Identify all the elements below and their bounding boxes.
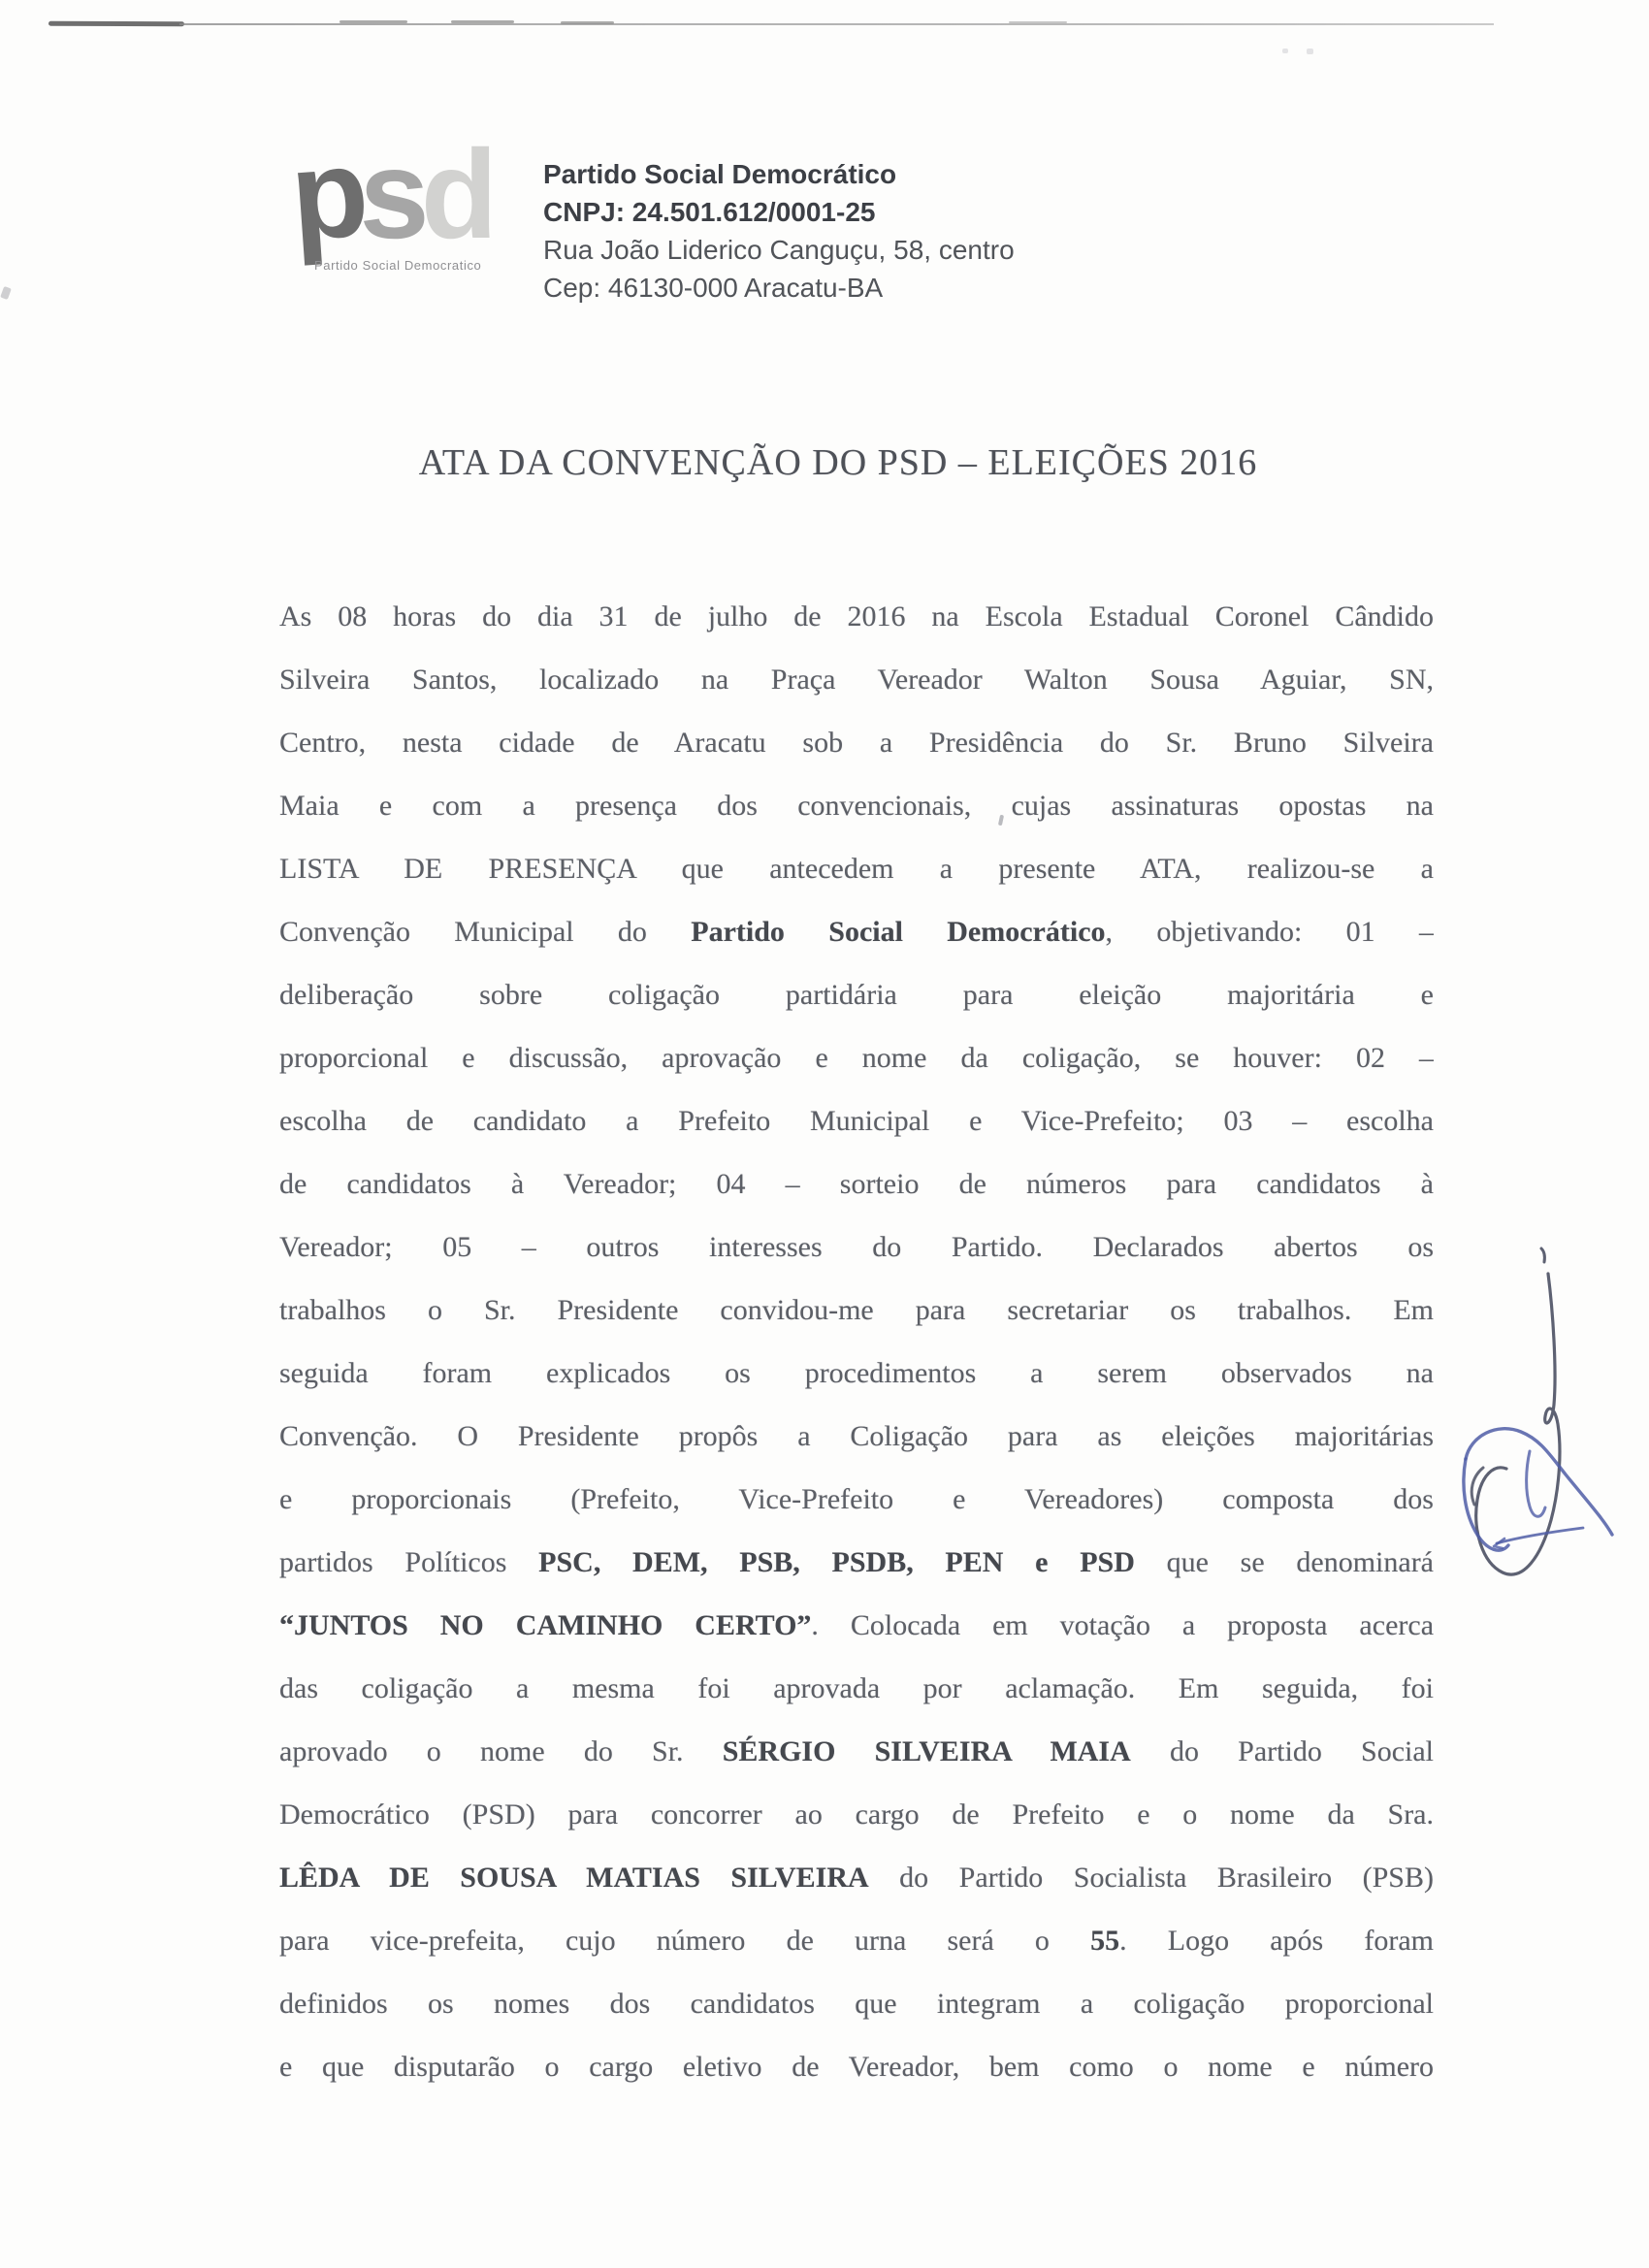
psd-logo [285,120,514,281]
body-text-bold: 55 [1090,1925,1120,1957]
body-line [279,837,1434,900]
psd-logo-letter: d [420,123,490,265]
psd-logo-letter: s [359,123,421,265]
ink-speck [1282,49,1288,53]
body-text: Maia e com a presença dos convencionais, cujas assinaturas opostas na [279,790,1434,822]
ink-speck [0,286,12,300]
scan-edge-artifact [561,21,614,24]
body-line [279,1720,1434,1783]
body-line [279,1026,1434,1089]
body-text: deliberação sobre coligação partidária para eleição majoritária e [279,979,1434,1011]
body-text: As 08 horas do dia 31 de julho de 2016 na Escola Estadual Coronel Cândido [279,600,1434,632]
ink-speck [1307,49,1313,54]
body-text: . Colocada em votação a proposta acerca [811,1609,1434,1641]
body-text: aprovado o nome do Sr. [279,1735,723,1767]
body-line [279,1846,1434,1909]
body-text: Vereador; 05 – outros interesses do Partido. Declarados abertos os [279,1231,1434,1263]
body-text: LISTA DE PRESENÇA que antecedem a presente ATA, realizou-se a [279,853,1434,885]
body-line [279,1972,1434,2035]
body-line [279,1909,1434,1972]
body-text: do Partido Social [1130,1735,1434,1767]
body-line [279,1405,1434,1468]
body-text: partidos Políticos [279,1546,539,1578]
body-line [279,1783,1434,1846]
body-line [279,585,1434,648]
letterhead [543,155,1015,307]
body-text-bold: SÉRGIO SILVEIRA MAIA [722,1735,1131,1767]
scan-edge-artifact [48,21,184,26]
org-cep: Cep: 46130-000 Aracatu-BA [543,273,884,303]
body-text: Democrático (PSD) para concorrer ao cargo de Prefeito e o nome da Sra. [279,1798,1434,1831]
body-text: e que disputarão o cargo eletivo de Vereador, bem como o nome e número [279,2051,1434,2083]
psd-logo-caption: Partido Social Democratico [314,258,482,273]
body-line [279,1342,1434,1405]
body-text-bold: PSC, DEM, PSB, PSDB, PEN e PSD [538,1546,1135,1578]
body-text-bold: Partido Social Democrático [691,916,1106,948]
scan-edge-artifact [451,20,514,23]
scan-edge-artifact [179,23,1494,25]
body-line [279,1594,1434,1657]
body-text: , objetivando: 01 – [1105,916,1434,948]
body-line [279,963,1434,1026]
body-text: Convenção Municipal do [279,916,692,948]
body-text: do Partido Socialista Brasileiro (PSB) [868,1862,1434,1894]
body-text: Convenção. O Presidente propôs a Coligação para as eleições majoritárias [279,1420,1434,1452]
body-text-bold: LÊDA DE SOUSA MATIAS SILVEIRA [279,1862,869,1894]
body-line [279,1279,1434,1342]
body-line [279,1089,1434,1152]
body-text: . Logo após foram [1119,1925,1434,1957]
body-text: definidos os nomes dos candidatos que integram a coligação proporcional [279,1988,1434,2020]
org-cnpj: CNPJ: 24.501.612/0001-25 [543,197,876,227]
body-line [279,1152,1434,1215]
document-body [279,585,1434,2098]
body-text-bold: “JUNTOS NO CAMINHO CERTO” [279,1609,812,1641]
org-address: Rua João Liderico Canguçu, 58, centro [543,235,1015,265]
body-line [279,711,1434,774]
body-text: Centro, nesta cidade de Aracatu sob a Presidência do Sr. Bruno Silveira [279,727,1434,759]
body-text: Silveira Santos, localizado na Praça Vereador Walton Sousa Aguiar, SN, [279,664,1434,696]
body-line [279,648,1434,711]
psd-logo-letter: p [285,120,365,268]
body-line [279,2035,1434,2098]
body-text: que se denominará [1134,1546,1434,1578]
body-line [279,1215,1434,1279]
body-text: proporcional e discussão, aprovação e nome da coligação, se houver: 02 – [279,1042,1434,1074]
body-line [279,774,1434,837]
body-text: seguida foram explicados os procedimentos a serem observados na [279,1357,1434,1389]
body-text: das coligação a mesma foi aprovada por aclamação. Em seguida, foi [279,1672,1434,1704]
scan-edge-artifact [340,20,407,23]
org-name: Partido Social Democrático [543,159,897,189]
body-text: para vice-prefeita, cujo número de urna será o [279,1925,1091,1957]
signature-scribble [1426,1217,1649,1625]
body-text: e proporcionais (Prefeito, Vice-Prefeito e Vereadores) composta dos [279,1483,1434,1515]
body-text: de candidatos à Vereador; 04 – sorteio de números para candidatos à [279,1168,1434,1200]
body-line [279,1657,1434,1720]
scan-edge-artifact [1009,21,1067,23]
body-text: trabalhos o Sr. Presidente convidou-me para secretariar os trabalhos. Em [279,1294,1434,1326]
body-line [279,1468,1434,1531]
body-line [279,900,1434,963]
document-title: ATA DA CONVENÇÃO DO PSD – ELEIÇÕES 2016 [418,442,1258,483]
body-line [279,1531,1434,1594]
body-text: escolha de candidato a Prefeito Municipal e Vice-Prefeito; 03 – escolha [279,1105,1434,1137]
